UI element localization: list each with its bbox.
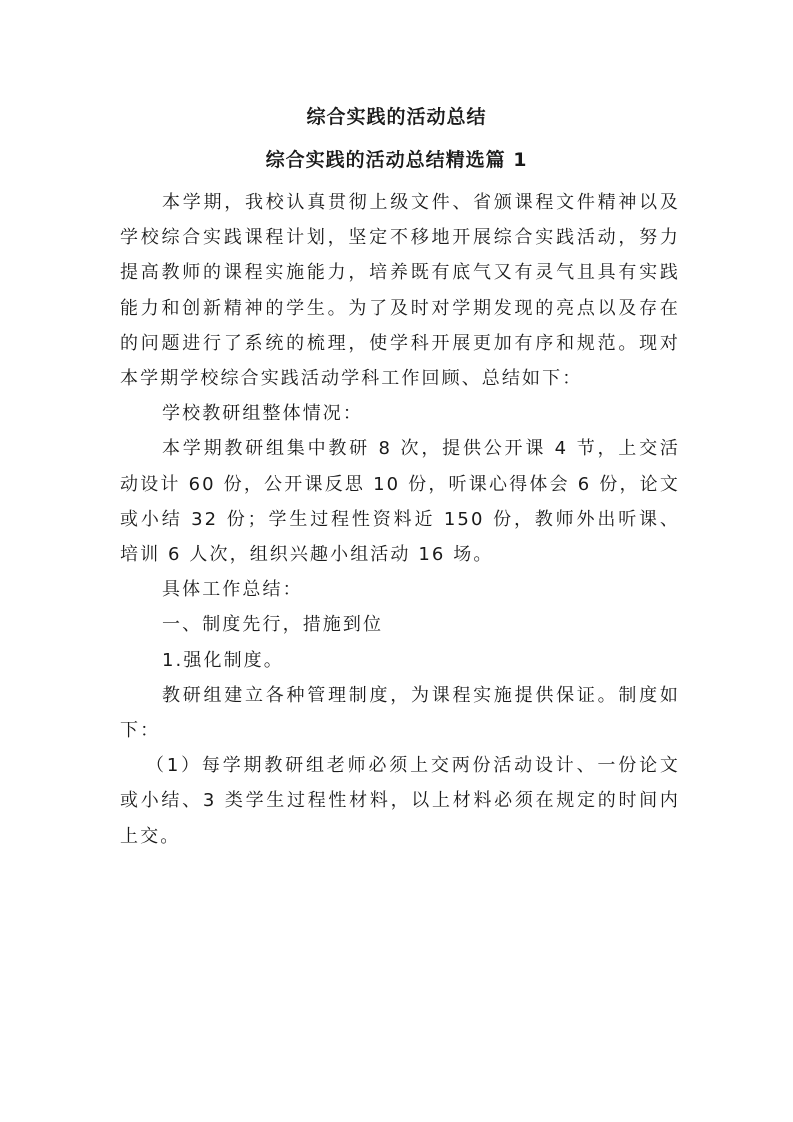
- document-title: 综合实践的活动总结: [306, 106, 487, 128]
- paragraph-statistics: 本学期教研组集中教研 8 次，提供公开课 4 节，上交活动设计 60 份，公开课反思 10 份，听课心得体会 6 份，论文或小结 32 份；学生过程性资料近 150 份，教师外出听课、培训 6 人次，组织兴趣小组活动 16 场。: [120, 438, 680, 566]
- paragraph-intro: 本学期，我校认真贯彻上级文件、省颁课程文件精神以及学校综合实践课程计划，坚定不移地开展综合实践活动，努力提高教师的课程实施能力，培养既有底气又有灵气且具有实践能力和创新精神的学生。为了及时对学期发现的亮点以及存在的问题进行了系统的梳理，使学科开展更加有序和规范。现对本学期学校综合实践活动学科工作回顾、总结如下：: [120, 192, 680, 390]
- document-subtitle: 综合实践的活动总结精选篇 1: [265, 149, 528, 171]
- paragraph-section-one-heading: 一、制度先行，措施到位: [162, 614, 384, 636]
- paragraph-work-summary-heading: 具体工作总结：: [162, 579, 303, 601]
- document-body: [120, 185, 680, 854]
- paragraph-rules-intro: 教研组建立各种管理制度，为课程实施提供保证。制度如下：: [120, 684, 680, 742]
- paragraph-section-heading: 学校教研组整体情况：: [162, 403, 363, 425]
- paragraph-item-one-heading: 1.强化制度。: [162, 649, 284, 671]
- paragraph-rule-one: （1）每学期教研组老师必须上交两份活动设计、一份论文或小结、3 类学生过程性材料，以上材料必须在规定的时间内上交。: [120, 755, 680, 847]
